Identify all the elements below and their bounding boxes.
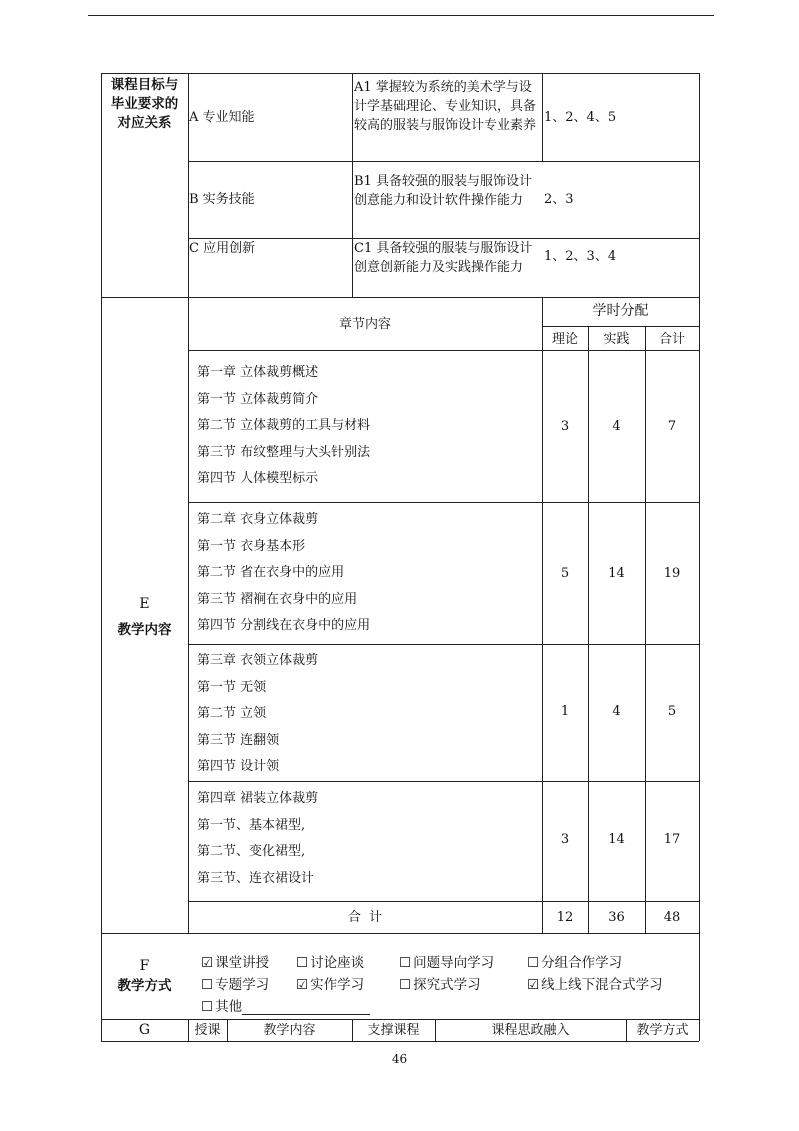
method-checkbox[interactable]: ☐ 探究式学习	[399, 977, 481, 993]
chapter-2-line: 第一节 衣身基本形	[197, 538, 306, 554]
objective-a1: A1 掌握较为系统的美术学与设计学基础理论、专业知识，具备较高的服装与服饰设计专业素养	[354, 80, 537, 133]
header-practice: 实践	[603, 332, 630, 347]
chapter-3-line: 第三节 连翻领	[197, 732, 280, 748]
method-checkbox-other[interactable]: ☐ 其他	[201, 995, 370, 1015]
ability-a: A 专业知能	[189, 110, 255, 125]
chapter-2-practice: 14	[608, 566, 625, 581]
header-total: 合计	[658, 332, 685, 347]
checkbox-checked-icon: ☑	[201, 955, 214, 971]
sum-practice: 36	[608, 910, 625, 925]
chapter-1-line: 第三节 布纹整理与大头针别法	[197, 444, 371, 460]
requirements-a: 1、2、4、5	[544, 110, 617, 125]
page-number: 46	[391, 1052, 408, 1066]
sum-label: 合 计	[347, 910, 383, 925]
chapter-3-line: 第三章 衣领立体裁剪	[197, 653, 319, 668]
g-header-content: 教学内容	[263, 1023, 316, 1038]
chapter-1-line: 第一章 立体裁剪概述	[197, 365, 319, 380]
other-fill-line[interactable]	[242, 1000, 370, 1015]
requirements-b: 2、3	[544, 192, 574, 207]
chapter-2-line: 第二节 省在衣身中的应用	[197, 565, 345, 580]
g-header-ideology: 课程思政融入	[491, 1023, 570, 1038]
requirements-c: 1、2、3、4	[544, 249, 617, 264]
g-header-method: 教学方式	[636, 1023, 689, 1038]
method-checkbox[interactable]: ☑ 线上线下混合式学习	[527, 977, 663, 993]
chapter-2-theory: 5	[560, 566, 570, 581]
method-checkbox[interactable]: ☑ 实作学习	[296, 977, 365, 993]
section-f-label: 教学方式	[117, 978, 172, 994]
chapter-2-total: 19	[663, 566, 681, 581]
chapter-1-practice: 4	[612, 419, 621, 434]
header-theory: 理论	[551, 332, 578, 347]
checkbox-empty-icon: ☐	[399, 977, 412, 993]
chapter-1-list	[197, 360, 537, 493]
checkbox-checked-icon: ☑	[296, 977, 309, 993]
method-checkbox[interactable]: ☐ 专题学习	[201, 977, 270, 993]
checkbox-empty-icon: ☐	[527, 955, 540, 971]
checkbox-empty-icon: ☐	[296, 955, 309, 971]
header-chapter-content: 章节内容	[338, 317, 391, 332]
checkbox-empty-icon: ☐	[399, 955, 412, 971]
chapter-3-total: 5	[667, 704, 677, 719]
sum-theory: 12	[556, 910, 574, 925]
section-g-letter: G	[138, 1022, 151, 1038]
header-rule	[88, 15, 714, 16]
chapter-1-line: 第一节 立体裁剪简介	[197, 391, 319, 407]
chapter-3-theory: 1	[560, 704, 570, 719]
section-e-letter: E	[139, 596, 150, 612]
chapter-3-line: 第四节 设计领	[197, 759, 280, 774]
chapter-2-line: 第四节 分割线在衣身中的应用	[197, 618, 371, 633]
sum-total: 48	[663, 910, 681, 925]
chapter-2-list	[197, 507, 537, 640]
chapter-2-line: 第三节 褶裥在衣身中的应用	[197, 591, 358, 607]
chapter-4-line: 第四章 裙装立体裁剪	[197, 791, 319, 806]
g-header-teaching: 授课	[194, 1023, 221, 1038]
chapter-4-total: 17	[663, 832, 681, 847]
chapter-4-theory: 3	[560, 832, 570, 847]
chapter-3-line: 第一节 无领	[197, 679, 267, 695]
chapter-3-practice: 4	[612, 704, 621, 719]
checkbox-empty-icon: ☐	[201, 977, 214, 993]
chapter-4-line: 第一节、基本裙型,	[197, 817, 306, 833]
ability-b: B 实务技能	[189, 192, 255, 207]
method-checkbox[interactable]: ☐ 问题导向学习	[399, 955, 495, 971]
chapter-4-list	[197, 786, 537, 892]
section-e-label: 教学内容	[117, 622, 172, 638]
objective-b1: B1 具备较强的服装与服饰设计创意能力和设计软件操作能力	[354, 174, 532, 208]
g-header-support-course: 支撑课程	[367, 1023, 420, 1038]
method-checkbox[interactable]: ☑ 课堂讲授	[201, 955, 270, 971]
chapter-3-line: 第二节 立领	[197, 706, 267, 721]
section-f-letter: F	[139, 958, 150, 974]
checkbox-empty-icon: ☐	[201, 999, 214, 1015]
chapter-1-total: 7	[667, 419, 677, 434]
chapter-4-line: 第三节、连衣裙设计	[197, 870, 315, 886]
chapter-4-practice: 14	[608, 832, 625, 847]
chapter-2-line: 第二章 衣身立体裁剪	[197, 512, 319, 527]
section-d-label: 课程目标与 毕业要求的 对应关系	[110, 77, 179, 131]
chapter-4-line: 第二节、变化裙型,	[197, 844, 306, 859]
checkbox-checked-icon: ☑	[527, 977, 540, 993]
header-hours: 学时分配	[592, 303, 649, 319]
chapter-1-theory: 3	[560, 419, 570, 434]
chapter-3-list	[197, 648, 537, 781]
ability-c: C 应用创新	[189, 241, 256, 256]
method-checkbox[interactable]: ☐ 讨论座谈	[296, 955, 365, 971]
chapter-1-line: 第四节 人体模型标示	[197, 471, 319, 486]
method-checkbox[interactable]: ☐ 分组合作学习	[527, 955, 623, 971]
objective-c1: C1 具备较强的服装与服饰设计创意创新能力及实践操作能力	[354, 241, 533, 275]
chapter-1-line: 第二节 立体裁剪的工具与材料	[197, 418, 371, 433]
